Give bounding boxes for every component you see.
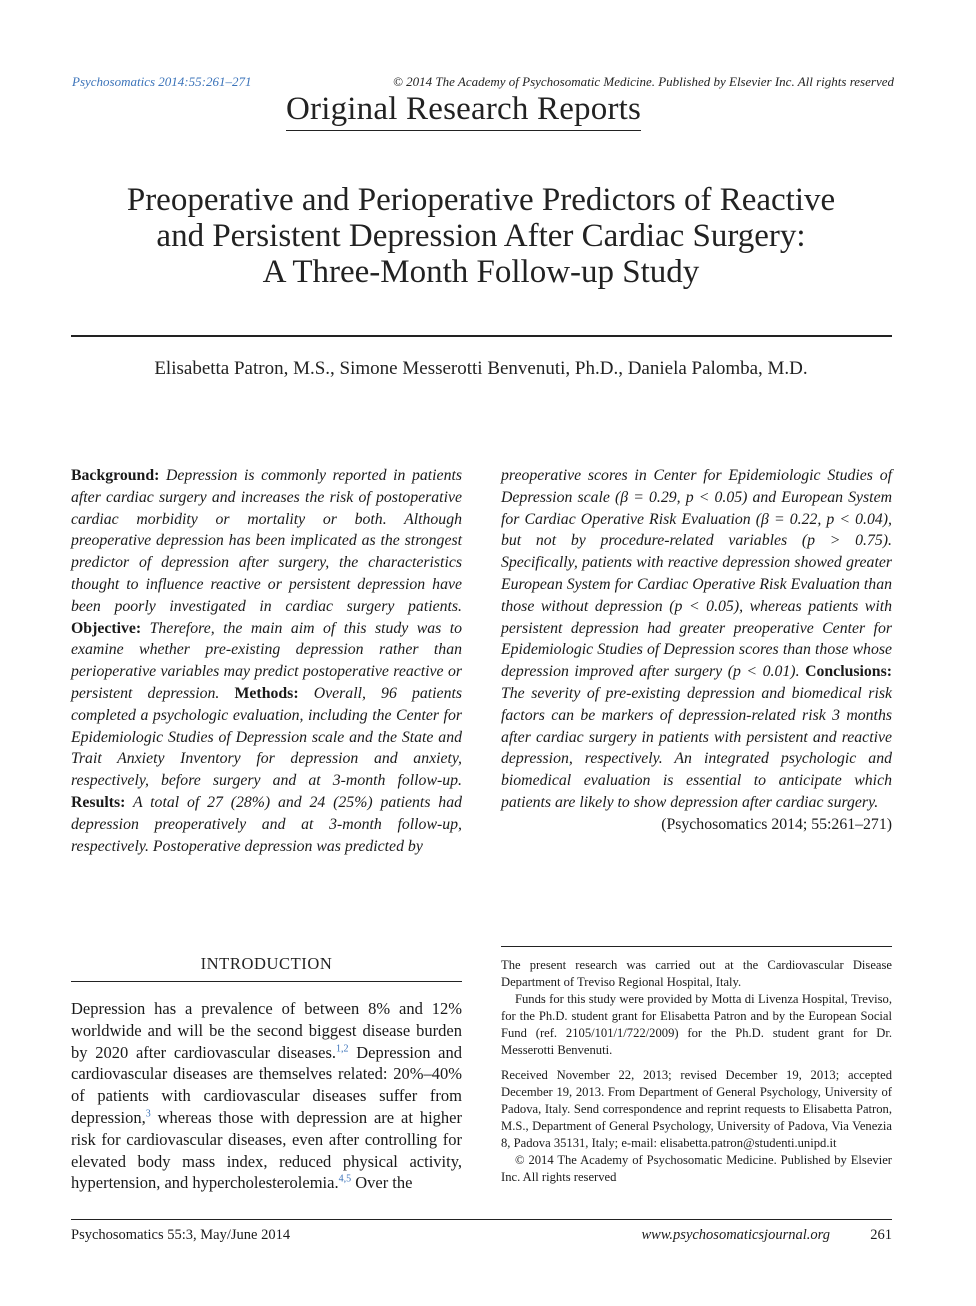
footnote-divider <box>501 946 892 947</box>
abstract-right-column <box>501 465 892 836</box>
methods-label: Methods: <box>234 684 299 702</box>
page-number: 261 <box>870 1227 892 1243</box>
results-label: Results: <box>71 793 126 811</box>
objective-label: Objective: <box>71 619 142 637</box>
footnotes <box>501 957 892 1186</box>
footnote-correspondence: Received November 22, 2013; revised December 19, 2013; accepted December 19, 2013. From Department of General Psychology, University of Padova, Italy. Send correspondence and reprint requests to Elisabetta Patron, M.S., Department of General Psychology, University of Padova, Via Venezia 8, Padova 35131, Italy; e-mail: elisabetta.patron@studenti.unipd.it <box>501 1068 892 1150</box>
intro-sentence: Depression and cardiovascular diseases are themselves related: 20%–40% of patients with cardiovascular diseases suffer from depression, <box>71 1042 462 1127</box>
journal-reference: (Psychosomatics 2014; 55:261–271) <box>661 815 892 833</box>
conclusions-text: The severity of pre-existing depression and biomedical risk factors can be markers of depression-related risk 3 months after cardiac surgery in patients with persistent and reactive depression, respectively. An integrated psychologic and biomedical evaluation is essential to anticipate which patients are likely to show depression after cardiac surgery. <box>501 684 892 811</box>
conclusions-label: Conclusions: <box>805 663 892 681</box>
copyright-notice: © 2014 The Academy of Psychosomatic Medicine. Published by Elsevier Inc. All rights reserved <box>393 74 894 89</box>
reference-link[interactable]: 3 <box>145 1108 151 1120</box>
background-label: Background: <box>71 467 160 484</box>
footnote-funding: Funds for this study were provided by Motta di Livenza Hospital, Treviso, for the Ph.D. student grant for Elisabetta Patron and by the European Social Fund (ref. 2105/101/1/722/2009) for the Ph.D. student grant for Dr. Messerotti Benvenuti. <box>501 992 892 1057</box>
title-divider <box>71 335 892 337</box>
title-line: A Three-Month Follow-up Study <box>262 254 700 290</box>
objective-text: Therefore, the main aim of this study was to examine whether pre-existing depression rather than perioperative variables may predict postoperative reactive or persistent depression. <box>71 619 463 702</box>
footnote-research-site: The present research was carried out at the Cardiovascular Disease Department of Treviso Regional Hospital, Italy. <box>501 958 892 989</box>
results-text: A total of 27 (28%) and 24 (25%) patients had depression preoperatively and at 3-month follow-up, respectively. Postoperative depression was predicted by <box>71 793 462 855</box>
introduction-text <box>71 998 462 1194</box>
footnote-copyright: © 2014 The Academy of Psychosomatic Medicine. Published by Elsevier Inc. All rights reserved <box>501 1153 892 1184</box>
article-title <box>60 182 902 290</box>
intro-sentence: whereas those with depression are at higher risk for cardiovascular diseases, even after controlling for elevated body mass index, reduced physical activity, hypertension, and hypercholesterolemia. <box>71 1107 462 1193</box>
abstract-left-column <box>71 465 462 857</box>
footer-journal-issue: Psychosomatics 55:3, May/June 2014 <box>71 1227 291 1243</box>
introduction-heading: INTRODUCTION <box>200 954 333 973</box>
title-line: and Persistent Depression After Cardiac Surgery: <box>156 218 806 254</box>
reference-link[interactable]: 1,2 <box>336 1043 349 1055</box>
methods-text: Overall, 96 patients completed a psychologic evaluation, including the Center for Epidemiologic Studies of Depression scale and the State and Trait Anxiety Inventory for depression and anxiety, respectively, before surgery and at 3-month follow-up. <box>71 684 463 790</box>
section-heading: Original Research Reports <box>286 90 641 131</box>
results-text-continued: preoperative scores in Center for Epidemiologic Studies of Depression scale (β = 0.29, p < 0.05) and European System for Cardiac Operative Risk Evaluation (β = 0.22, p < 0.04), but not by procedure-related variables (p > 0.75). Specifically, patients with reactive depression showed greater European System for Cardiac Operative Risk Evaluation than those without depression (p < 0.05), whereas patients with persistent depression had greater preoperative Center for Epidemiologic Studies of Depression scores than those whose depression improved after surgery (p < 0.01). <box>501 467 892 681</box>
footer-journal-url[interactable]: www.psychosomaticsjournal.org <box>641 1227 830 1243</box>
introduction-divider <box>71 981 462 982</box>
author-list: Elisabetta Patron, M.S., Simone Messerotti Benvenuti, Ph.D., Daniela Palomba, M.D. <box>154 358 808 379</box>
journal-citation[interactable]: Psychosomatics 2014:55:261–271 <box>72 74 252 89</box>
title-line: Preoperative and Perioperative Predictors of Reactive <box>126 182 836 218</box>
footer-divider <box>71 1219 892 1220</box>
intro-sentence: Depression has a prevalence of between 8% and 12% worldwide and will be the second biggest disease burden by 2020 after cardiovascular diseases. <box>71 999 462 1062</box>
reference-link[interactable]: 4,5 <box>338 1173 352 1185</box>
background-text: Depression is commonly reported in patients after cardiac surgery and increases the risk of postoperative cardiac morbidity or mortality or both. Although preoperative depression has been implicated as the strongest predictor of depression after surgery, the characteristics thought to influence reactive or persistent depression have been poorly investigated in cardiac surgery patients. <box>71 467 463 615</box>
intro-sentence: Over the <box>351 1173 413 1193</box>
